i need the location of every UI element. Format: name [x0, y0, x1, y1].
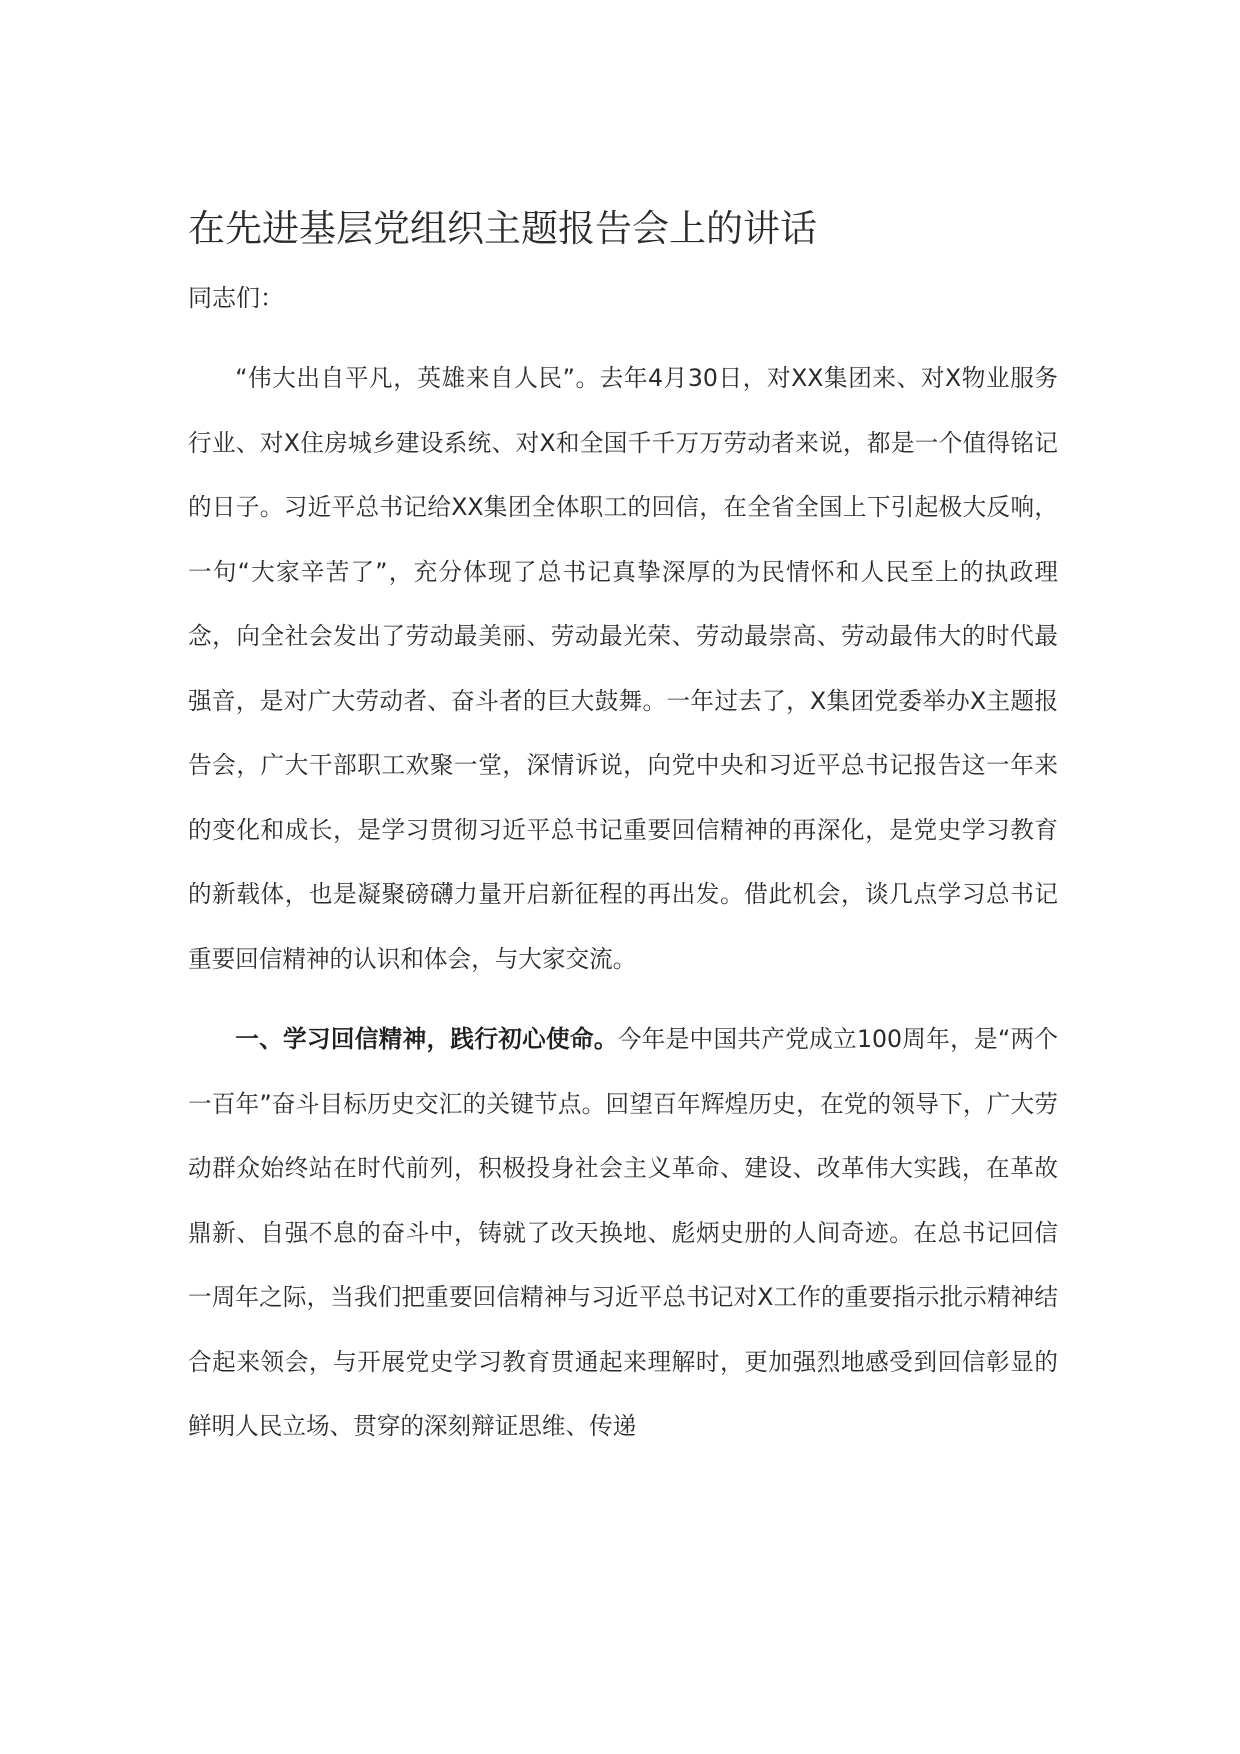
paragraph-section-1 [188, 1007, 1058, 1459]
salutation: 同志们： [188, 284, 284, 312]
paragraph-intro: “伟大出自平凡，英雄来自人民”。去年4月30日，对XX集团来、对X物业服务行业、对X住房城乡建设系统、对X和全国千千万万劳动者来说，都是一个值得铭记的日子。习近平总书记给XX集团全体职工的回信，在全省全国上下引起极大反响，一句“大家辛苦了”，充分体现了总书记真挚深厚的为民情怀和人民至上的执政理念，向全社会发出了劳动最美丽、劳动最光荣、劳动最崇高、劳动最伟大的时代最强音，是对广大劳动者、奋斗者的巨大鼓舞。一年过去了，X集团党委举办X主题报告会，广大干部职工欢聚一堂，深情诉说，向党中央和习近平总书记报告这一年来的变化和成长，是学习贯彻习近平总书记重要回信精神的再深化，是党史学习教育的新载体，也是凝聚磅礴力量开启新征程的再出发。借此机会，谈几点学习总书记重要回信精神的认识和体会，与大家交流。 [188, 364, 1058, 973]
section-1-body: 今年是中国共产党成立100周年，是“两个一百年”奋斗目标历史交汇的关键节点。回望百年辉煌历史，在党的领导下，广大劳动群众始终站在时代前列，积极投身社会主义革命、建设、改革伟大实践，在革故鼎新、自强不息的奋斗中，铸就了改天换地、彪炳史册的人间奇迹。在总书记回信一周年之际，当我们把重要回信精神与习近平总书记对X工作的重要指示批示精神结合起来领会，与开展党史学习教育贯通起来理解时，更加强烈地感受到回信彰显的鲜明人民立场、贯穿的深刻辩证思维、传递 [188, 1025, 1059, 1440]
document-title: 在先进基层党组织主题报告会上的讲话 [188, 207, 817, 250]
document-page [188, 192, 1058, 1475]
section-1-heading: 一、学习回信精神，践行初心使命。 [235, 1025, 618, 1053]
